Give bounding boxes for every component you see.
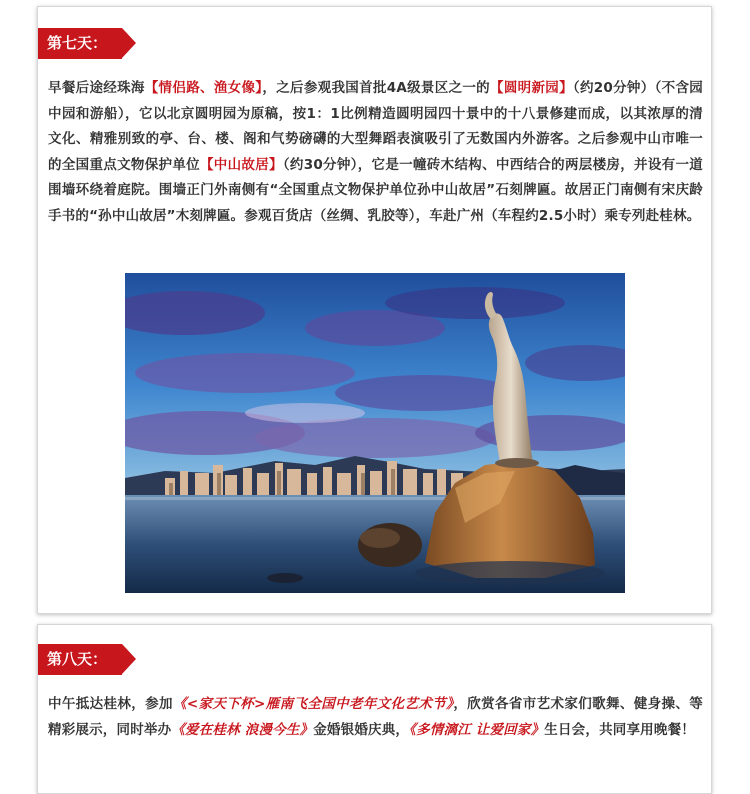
day7-tag: 第七天： bbox=[38, 28, 122, 59]
day7-text-2: ，之后参观我国首批4A级景区之一的 bbox=[262, 80, 490, 96]
day8-highlight-art-festival: 《<家天下杯>雁南飞全国中老年文化艺术节》 bbox=[172, 696, 454, 712]
day7-card bbox=[37, 6, 712, 614]
fisher-girl-statue-photo bbox=[125, 273, 625, 593]
day7-highlight-zhongshan-residence: 【中山故居】 bbox=[199, 156, 283, 173]
day8-description bbox=[48, 692, 703, 743]
day7-text-1: 早餐后途经珠海 bbox=[48, 80, 145, 96]
day8-tag: 第八天： bbox=[38, 644, 122, 675]
day8-highlight-love-in-guilin: 《爱在桂林 浪漫今生》 bbox=[171, 721, 314, 738]
day7-highlight-lovers-road: 【情侣路、渔女像】 bbox=[144, 80, 263, 96]
day8-highlight-li-river: 《多情漓江 让爱回家》 bbox=[409, 721, 545, 738]
day7-highlight-yuanming-garden: 【圆明新园】 bbox=[490, 80, 573, 96]
day7-text-4: （约30分钟），它是一幢砖木结构、中西结合的两层楼房，并设有一道围墙环绕着庭院。围墙正门外南侧有“全国重点文物保护单位孙中山故居”石刻牌匾。故居正门南侧有宋庆龄手书的“孙中山故居”木刻牌匾。参观百货店（丝绸、乳胶等），车赴广州（车程约2.5小时）乘专列赴桂林。 bbox=[48, 156, 703, 224]
day8-card bbox=[37, 624, 712, 794]
day7-description bbox=[48, 76, 703, 229]
day7-text-3: （约20分钟）（不含园中园和游船），它以北京圆明园为原稿，按1：1比例精造圆明园四十景中的十八景修建而成，以其浓厚的清文化、精雅别致的亭、台、楼、阁和气势磅礴的大型舞蹈表演吸引了无数国内外游客。之后参观中山市唯一的全国重点文物保护单位 bbox=[48, 80, 703, 173]
day8-text-1: 中午抵达桂林，参加 bbox=[48, 696, 173, 712]
day8-text-4: 生日会，共同享用晚餐！ bbox=[544, 721, 695, 738]
day8-text-3: 金婚银婚庆典， bbox=[313, 721, 410, 738]
day8-text-2: ，欣赏各省市艺术家们歌舞、健身操、等精彩展示，同时举办 bbox=[48, 696, 703, 738]
